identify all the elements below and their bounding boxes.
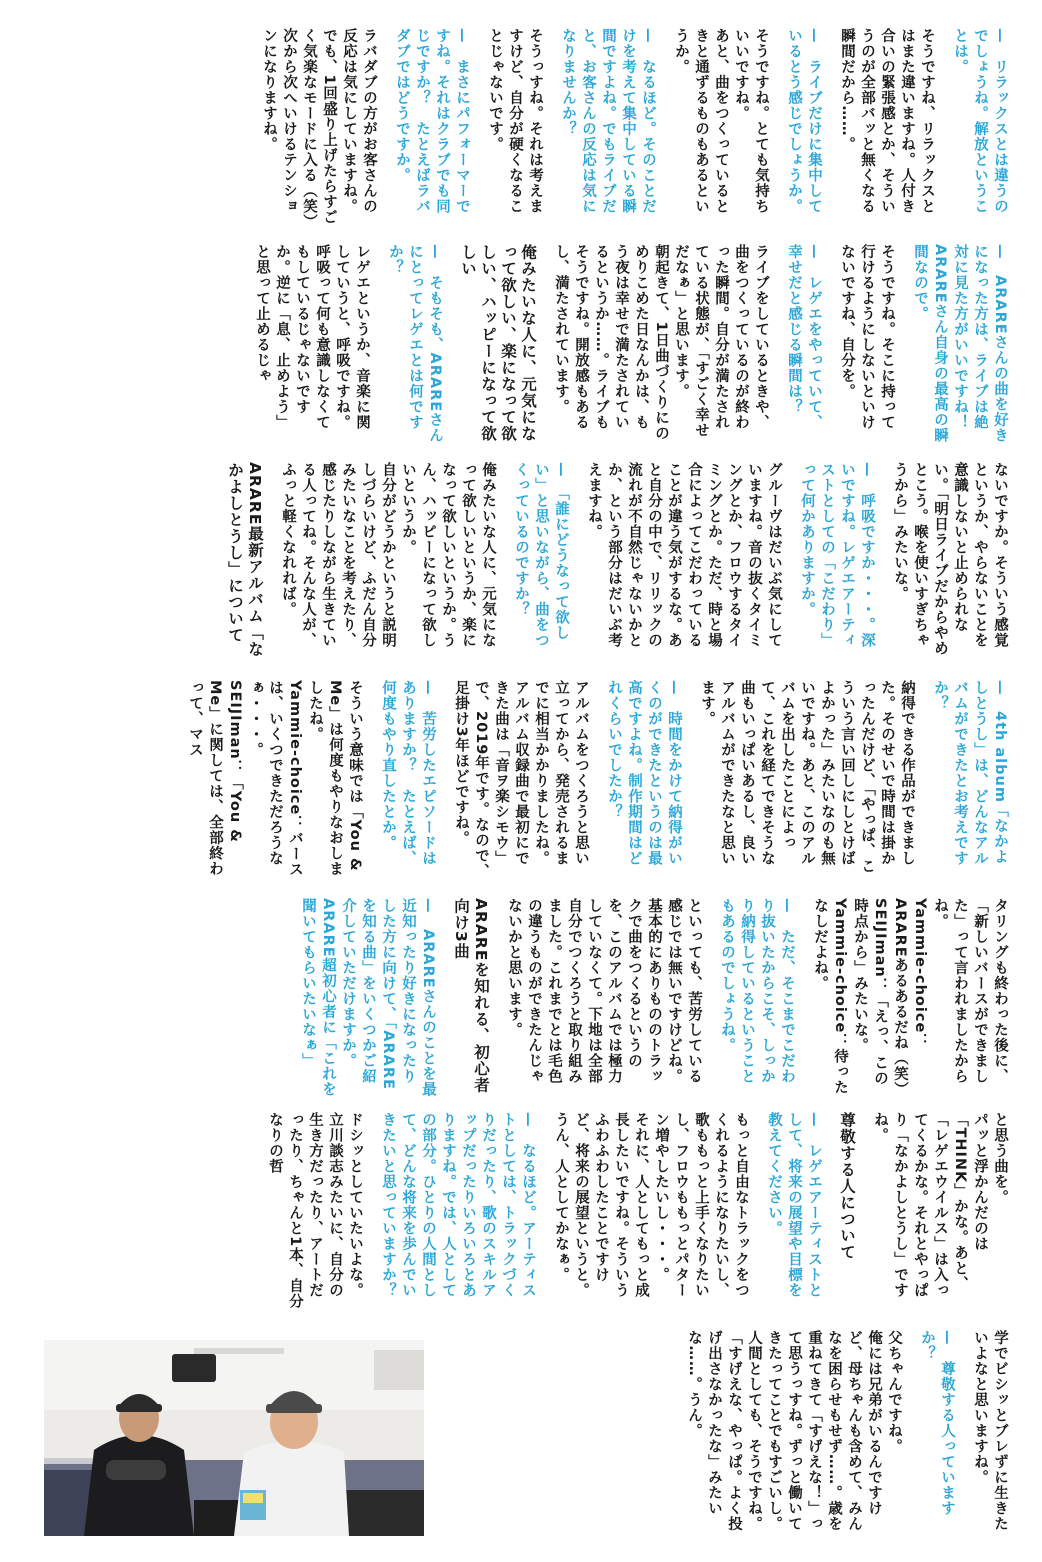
answer-text: そうっすね。それは考えますけど、自分が硬くなることじゃないです。 xyxy=(487,28,543,214)
answer-text: もっと自由なトラックをつくれるようになりたいし、歌ももっと上手くなりたいし、フロウももっとパターン増やしたいし・・・。 それに、人としてもっと成長したいですね。そういうふわふわしたことですけど、将来の展望というと。うん、人としてかなぁ。 xyxy=(553,1112,749,1298)
answer-text: ラバダブの方がお客さんの反応は気にしていますね。でも、1回盛り上げたらすごく気楽なモードに入る（笑） 次から次へいけるテンションになりますね。 xyxy=(261,28,377,238)
interviewer-question: — そもそも、ARAREさんにとってレゲエとは何ですか？ xyxy=(387,244,443,444)
answer-text: 父ちゃんですね。 俺には兄弟がいるんですけど、母ちゃんも含めて、みんなを困らせもせず……。歳を重ねてきて「すげえな！」って思うっすね。ずっと働いてきたってことでもすごいし。人間としても、そうですね。「すげえな、やっぱ。よく投げ出さなかったな」みたいな……。うん。 xyxy=(686,1330,902,1532)
interviewer-question: — 時間をかけて納得がいくのができたというのは最高ですよね。制作期間はどれくらいでしたか？ xyxy=(606,680,682,866)
answer-text: そうですね、リラックスとはまた違いますね。人付き合いの緊張感とか、そういうのが全部バッと無くなる瞬間だから……。 xyxy=(839,28,935,214)
text-tier-4 xyxy=(40,680,1010,880)
text-tier-5 xyxy=(40,898,1010,1098)
text-column xyxy=(239,244,1010,444)
text-tier-2 xyxy=(40,244,1010,444)
photo-illustration xyxy=(44,1340,424,1536)
interviewer-question: — 4th album「なかよしとうし」は、どんなアルバムができたとお考えですか？ xyxy=(932,680,1008,866)
text-tier-3 xyxy=(40,462,1010,662)
interviewer-question: — 尊敬する人っていますか？ xyxy=(919,1330,955,1516)
interviewer-question: — レゲエをやっていて、幸せだと感じる瞬間は？ xyxy=(786,244,822,430)
interviewer-question: — ARAREさんのことを最近知ったり好きになったりした方に向けて、「ARAREを知る曲」をいくつかご紹介していただけますか。ARARE超初心者に「これを聞いてもらいたいなぁ」 xyxy=(300,898,436,1098)
interviewer-question: — リラックスとは違うのでしょうね。解放ということは。 xyxy=(952,28,1008,214)
text-column xyxy=(246,28,1010,238)
section-heading: 俺みたいな人に、元気になって欲しい、楽になって欲しい、ハッピーになって欲しい xyxy=(459,244,537,442)
interviewer-question: — なるほど。アーティストとしては、トラックづくりだったり、歌のスキルアップだったりいろいろとありますね。では、人としての部分。ひとりの人間として、どんな将来を歩んでいきたいと思っていますか？ xyxy=(380,1112,536,1298)
answer-text: アルバムをつくろうと思い立ってから、発売されるまでに相当かかりましたね。アルバム収録曲で最初にできた曲は「音ヲ楽シモウ」で、2019年です。なので、足掛け3年ほどですね。 xyxy=(453,680,589,880)
answer-text: と思う曲を。 パッと浮かんだのは「THINK」かな。あと、「レゲエウイルス」は入ってくるかな。それとやっぱり「なかよしとうし」ですね。 xyxy=(872,1112,1008,1298)
section-heading: ARAREを知れる、初心者向け3曲 xyxy=(452,898,490,1094)
answer-text: そうですね。とても気持ちいいですね。 あと、曲をつくっているときと通ずるものもあるというか。 xyxy=(673,28,769,214)
text-tier-7 xyxy=(590,1330,1010,1540)
answer-text: といっても、苦労している感じでは無いですけどね。 基本的にありもののトラックで曲をつくるというのを、このアルバムでは極力していなくて。下地は全部自分でつくろうと取り組みました。これまでとは毛色の違うものができたんじゃないかと思います。 xyxy=(506,898,702,1084)
text-column xyxy=(172,680,1010,880)
answer-text: レゲエというか、音楽に関していうと、呼吸ですね。呼吸って何も意識しなくてもしているじゃないですか。逆に「息、止めよう」と思って止めるじゃ xyxy=(254,244,370,430)
interviewer-question: — 「誰にどうなって欲しい」と思いながら、曲をつくっているのですか？ xyxy=(513,462,569,648)
answer-text: ないですか。そういう感覚というか、やらないことを意識しないと止められない。「明日ライブだからやめとこう。喉を使いすぎちゃうから」みたいな。 xyxy=(892,462,1008,657)
interviewer-question: — 呼吸ですか・・・。深いですね。レゲエアーティストとしての「こだわり」って何かありますか。 xyxy=(799,462,875,648)
interviewer-question: — まさにパフォーマーですね。それはクラブでも同じですか？ たとえばラバダブではどうですか。 xyxy=(394,28,470,214)
text-column xyxy=(671,1330,1010,1540)
interview-photo xyxy=(44,1340,424,1536)
text-column xyxy=(285,898,1010,1098)
interviewer-question: — なるほど。そのことだけを考えて集中している瞬間ですよね。でもライブだと、お客さんの反応は気になりませんか？ xyxy=(560,28,656,214)
section-heading: 尊敬する人について xyxy=(838,1112,856,1261)
interviewer-question: — レゲエアーティストとして、将来の展望や目標を教えてください。 xyxy=(766,1112,822,1298)
answer-text: 俺みたいな人に、元気になって欲しいというか、楽になって欲しいというか。うん、ハッピーになって欲しいというか。 自分がどうかというと説明しづらいけど、ふだん自分みたいなことを考えたり、感じたりしながら生きている人ってね。そんな人が、ふっと軽くなれれば。 xyxy=(280,462,496,648)
interviewer-question: — ただ、そこまでこだわり抜いたからこそ、しっかり納得しているということもあるのでしょうね。 xyxy=(719,898,795,1084)
answer-text: グルーヴはだいぶ気にしていますね。音の抜くタイミングとか、フロウするタイミングとか。ただ、時と場合によってこだわっていることが違う気がするな。あと自分の中で、リリックの流れが不自然じゃないかとか、という部分はだいぶ考えますね。 xyxy=(586,462,782,648)
text-tier-6 xyxy=(40,1112,1010,1312)
text-column xyxy=(212,462,1010,662)
answer-text: そうですね。そこに持って行けるようにしないといけないですね、自分を。 xyxy=(839,244,895,430)
text-tier-1 xyxy=(40,28,1010,238)
answer-text: そういう意味では「You & Me」は何度もやりなおしましたね。 Yammie-choice：バースは、いくつできただろうなぁ・・・。 SEIJIman：「You & Me」に関しては、全部終わって、マス xyxy=(187,680,363,878)
text-column xyxy=(252,1112,1010,1312)
answer-text: ドシッとしていたいよな。立川談志みたいに、自分の生き方だったり、アートだったり、ちゃんと1本、自分なりの哲 xyxy=(267,1112,363,1310)
interviewer-question: — ARAREさんの曲を好きになった方は、ライブは絶対に見た方がいいですね！ARAREさん自身の最高の瞬間なので。 xyxy=(912,244,1008,444)
answer-text: タリングも終わった後に、「新しいバースができました」って言われましたからね。 Yammie-choice：ARAREあるあるだね（笑） SEIJIman：「えっ、この時点から」みたいな。 Yammie-choice：待ったなしだよね。 xyxy=(812,898,1008,1098)
answer-text: 学でビシッとブレずに生きたいよなと思いますね。 xyxy=(972,1330,1008,1532)
answer-text: ライブをしているときや、曲をつくっているのが終わった瞬間。自分が満たされている状態が、「すごく幸せだなぁ」と思います。 朝起きて、1日曲づくりにのめりこめた日なんかは、もう夜は幸せで満たされているというか……。ライブもそうですね。開放感もあるし、満たされています。 xyxy=(553,244,769,442)
interviewer-question: — ライブだけに集中しているとう感じでしょうか。 xyxy=(786,28,822,214)
answer-text: 納得できる作品ができました。そのせいで時間は掛かったんだけど、「やっぱ、こういう言い回しにしとけばよかった」みたいなのも無いですね。あと、このアルバムを出したことによって、これを経てできそうな曲もいっぱいあるし、良いアルバムができたなと思います。 xyxy=(699,680,915,875)
interviewer-question: — 苦労したエピソードはありますか？ たとえば、何度もやり直したとか。 xyxy=(380,680,436,866)
section-heading: ARARE最新アルバム「なかよしとうし」について xyxy=(226,462,264,658)
